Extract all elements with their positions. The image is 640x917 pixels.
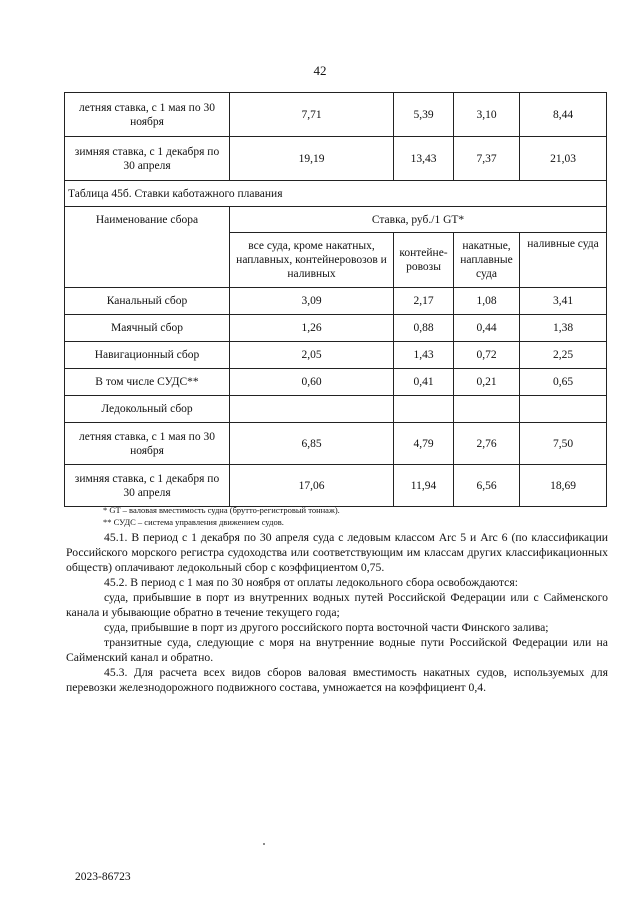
footnote-gt: * GT – валовая вместимость судна (брутто-регистровый тоннаж).	[103, 505, 340, 515]
document-number: 2023-86723	[75, 871, 131, 883]
cell-value: 3,41	[520, 288, 607, 315]
cell-value: 2,25	[520, 342, 607, 369]
paragraph-exemption-transit: транзитные суда, следующие с моря на внутренние водные пути Российской Федерации или на Сайменский канал и обратно.	[66, 636, 608, 664]
cell-value	[454, 396, 520, 423]
row-label: зимняя ставка, с 1 декабря по 30 апреля	[65, 137, 230, 181]
row-label: В том числе СУДС**	[65, 369, 230, 396]
footnote-suds: ** СУДС – система управления движением судов.	[103, 517, 284, 527]
cell-value	[394, 396, 454, 423]
table-header-row	[65, 207, 607, 233]
cell-value: 18,69	[520, 465, 607, 507]
cell-value: 3,10	[454, 93, 520, 137]
row-label: летняя ставка, с 1 мая по 30 ноября	[65, 93, 230, 137]
row-label: Навигационный сбор	[65, 342, 230, 369]
table-row	[65, 288, 607, 315]
paragraph-45-1: 45.1. В период с 1 декабря по 30 апреля суда с ледовым классом Arc 5 и Arc 6 (по классификации Российского морского регистра судоходства или соответствующим им классам других классификационных обществ) оплачивают ледокольный сбор с коэффициентом 0,75.	[66, 531, 608, 574]
cell-value	[230, 396, 394, 423]
cell-value: 11,94	[394, 465, 454, 507]
column-header: все суда, кроме накатных, наплавных, контейнеровозов и наливных	[230, 233, 394, 288]
table-row	[65, 137, 607, 181]
table-row	[65, 465, 607, 507]
rates-table	[64, 180, 607, 507]
column-header: контейне-ровозы	[394, 233, 454, 288]
cell-value: 1,26	[230, 315, 394, 342]
cell-value: 3,09	[230, 288, 394, 315]
column-header: наливные суда	[520, 233, 607, 288]
cell-value	[520, 396, 607, 423]
rate-group-header: Ставка, руб./1 GT*	[230, 207, 607, 233]
table-row	[65, 342, 607, 369]
table-row	[65, 369, 607, 396]
table-row	[65, 396, 607, 423]
cell-value: 21,03	[520, 137, 607, 181]
cell-value: 4,79	[394, 423, 454, 465]
row-label: зимняя ставка, с 1 декабря по 30 апреля	[65, 465, 230, 507]
row-label: летняя ставка, с 1 мая по 30 ноября	[65, 423, 230, 465]
cell-value: 0,65	[520, 369, 607, 396]
cell-value: 6,85	[230, 423, 394, 465]
cell-value: 6,56	[454, 465, 520, 507]
cell-value: 2,05	[230, 342, 394, 369]
name-column-header: Наименование сбора	[65, 207, 230, 288]
paragraph-45-3: 45.3. Для расчета всех видов сборов валовая вместимость накатных судов, используемых для перевозки железнодорожного подвижного состава, умножается на коэффициент 0,4.	[66, 666, 608, 694]
scan-artifact	[263, 843, 265, 845]
cell-value: 1,38	[520, 315, 607, 342]
row-label: Маячный сбор	[65, 315, 230, 342]
cell-value: 7,71	[230, 93, 394, 137]
cell-value: 13,43	[394, 137, 454, 181]
cell-value: 0,44	[454, 315, 520, 342]
cell-value: 7,37	[454, 137, 520, 181]
cell-value: 5,39	[394, 93, 454, 137]
table-row	[65, 93, 607, 137]
cell-value: 2,17	[394, 288, 454, 315]
row-label: Ледокольный сбор	[65, 396, 230, 423]
cell-value: 0,72	[454, 342, 520, 369]
table-row	[65, 423, 607, 465]
cell-value: 0,21	[454, 369, 520, 396]
cell-value: 0,41	[394, 369, 454, 396]
cell-value: 1,43	[394, 342, 454, 369]
cell-value: 19,19	[230, 137, 394, 181]
cell-value: 1,08	[454, 288, 520, 315]
cell-value: 0,60	[230, 369, 394, 396]
cell-value: 7,50	[520, 423, 607, 465]
table-row	[65, 315, 607, 342]
paragraph-45-2: 45.2. В период с 1 мая по 30 ноября от оплаты ледокольного сбора освобождаются:	[104, 576, 518, 589]
cell-value: 17,06	[230, 465, 394, 507]
column-header: накатные, наплавные суда	[454, 233, 520, 288]
cell-value: 0,88	[394, 315, 454, 342]
table-caption: Таблица 45б. Ставки каботажного плавания	[65, 181, 607, 207]
page-number: 42	[313, 63, 327, 78]
paragraph-exemption-inland: суда, прибывшие в порт из внутренних водных путей Российской Федерации или с Сайменского канала и убывающие обратно в течение текущего года;	[66, 591, 608, 619]
row-label: Канальный сбор	[65, 288, 230, 315]
paragraph-exemption-finnish-gulf: суда, прибывшие в порт из другого российского порта восточной части Финского залива;	[104, 621, 549, 634]
cell-value: 8,44	[520, 93, 607, 137]
body-text	[66, 530, 608, 695]
continuation-table	[64, 92, 607, 181]
cell-value: 2,76	[454, 423, 520, 465]
